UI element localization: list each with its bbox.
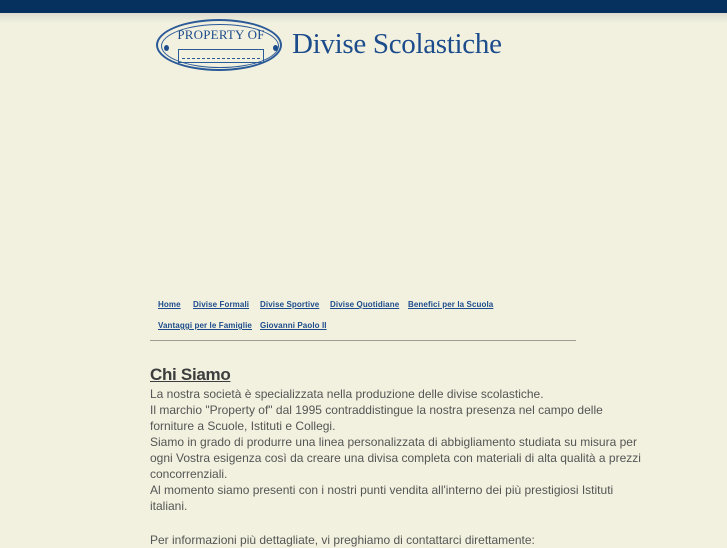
logo-title: Divise Scolastiche: [292, 28, 502, 60]
logo-badge-text: PROPERTY OF: [177, 27, 265, 42]
top-bar: [0, 0, 727, 13]
nav-link-divise-quotidiane[interactable]: Divise Quotidiane: [330, 300, 400, 309]
nav-link-divise-formali[interactable]: Divise Formali: [193, 300, 250, 309]
nav-link-giovanni-paolo[interactable]: Giovanni Paolo II: [260, 321, 327, 330]
main-content: [150, 364, 650, 548]
main-navigation: [150, 296, 576, 341]
logo-oval-badge: [156, 19, 282, 71]
logo-dot-right-icon: [273, 45, 278, 51]
nav-link-home[interactable]: Home: [158, 300, 181, 309]
nav-link-benefici-scuola[interactable]: Benefici per la Scuola: [408, 300, 494, 309]
site-logo[interactable]: [156, 19, 526, 75]
nav-link-divise-sportive[interactable]: Divise Sportive: [260, 300, 320, 309]
logo-label-box: [178, 49, 264, 63]
intro-paragraph-4: Al momento siamo presenti con i nostri punti vendita all'interno dei più prestigiosi Istituti italiani.: [150, 483, 614, 513]
intro-paragraph-1: La nostra società è specializzata nella produzione delle divise scolastiche.: [150, 387, 544, 401]
logo-dot-left-icon: [164, 45, 169, 51]
logo-label-dashed-line: [182, 58, 260, 59]
intro-paragraph-3: Siamo in grado di produrre una linea personalizzata di abbigliamento studiata su misura per ogni Vostra esigenza così da creare una divisa completa con materiali di alta qualità a prezzi concorrenziali.: [150, 435, 641, 481]
page-title: Chi Siamo: [150, 365, 231, 384]
nav-link-vantaggi-famiglie[interactable]: Vantaggi per le Famiglie: [158, 321, 252, 330]
contact-line: Per informazioni più dettagliate, vi preghiamo di contattarci direttamente:: [150, 533, 535, 547]
intro-paragraph-2: Il marchio "Property of" dal 1995 contraddistingue la nostra presenza nel campo delle forniture a Scuole, Istituti e Collegi.: [150, 403, 603, 433]
